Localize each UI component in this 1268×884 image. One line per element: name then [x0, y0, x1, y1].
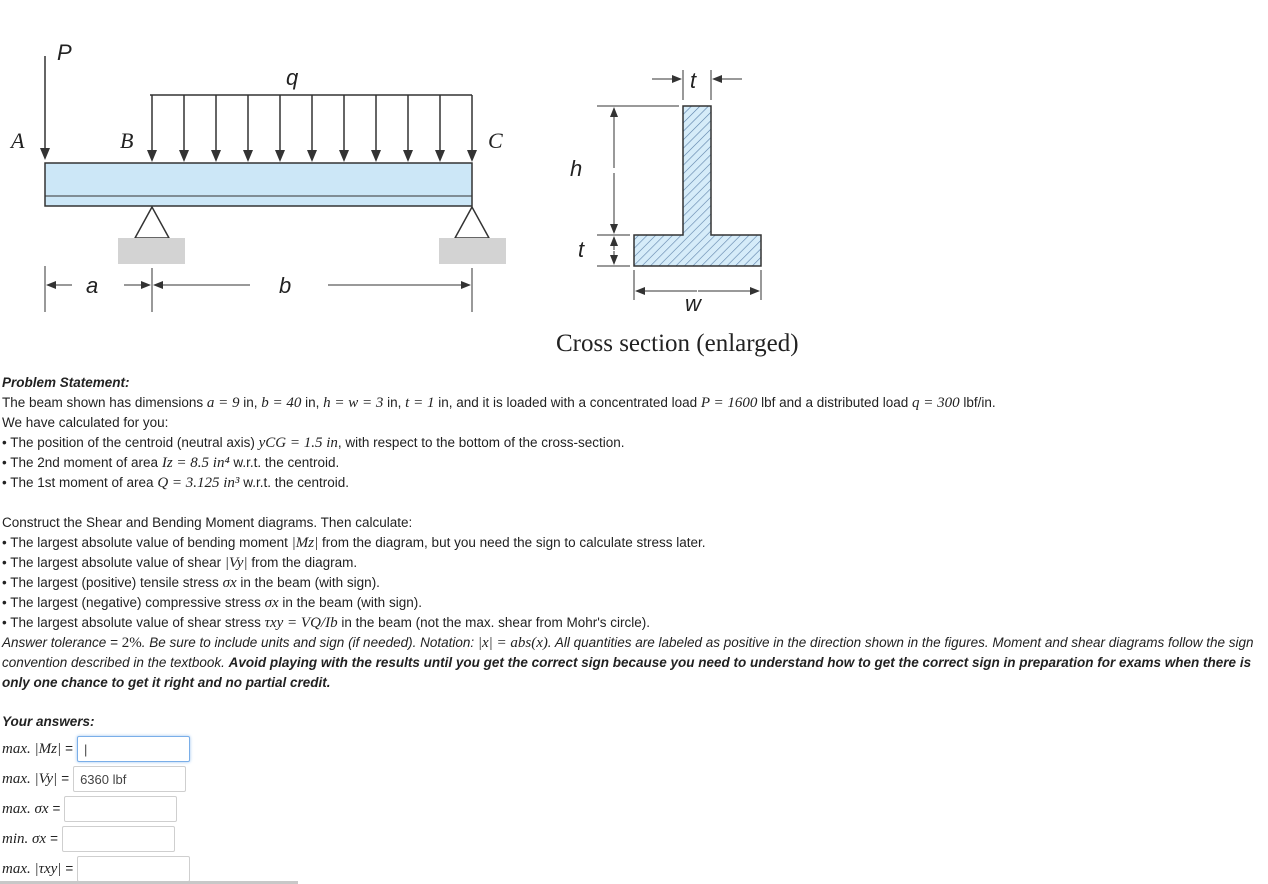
line1-math-a: a = 9: [206, 395, 240, 411]
label-p: P: [57, 40, 72, 65]
answer-label-min-stress-text: min. σx: [2, 830, 47, 847]
answer-input-shear-stress[interactable]: [77, 856, 190, 882]
support-b-triangle: [135, 207, 169, 238]
beam-diagram: [0, 8, 838, 358]
task-4-math: τxy = VQ/Ib: [264, 615, 338, 631]
beam-figure: [0, 8, 838, 358]
label-h: h: [570, 156, 583, 181]
answer-input-moment[interactable]: [77, 736, 190, 762]
answer-row-shear-stress: [2, 854, 190, 884]
answer-label-moment: max. |Mz| =: [2, 740, 73, 757]
q-arrow-head-icon: [307, 150, 317, 162]
label-b-point: B: [120, 128, 134, 153]
answer-row-shear: [2, 764, 186, 794]
problem-heading: Problem Statement:: [2, 375, 130, 390]
answer-label-shear-stress-text: max. |τxy|: [2, 860, 62, 877]
support-c-triangle: [455, 207, 489, 238]
line1-text-5: in, and it is loaded with a concentrated load: [434, 395, 701, 410]
label-c-point: C: [488, 128, 503, 153]
line1-text-4: in,: [383, 395, 406, 410]
line1-text-2: in,: [239, 395, 262, 410]
notation-math: |x| = abs(x): [477, 635, 548, 651]
line1-text-7: lbf/in.: [959, 395, 996, 410]
problem-text: [2, 373, 1266, 693]
answer-label-min-stress: min. σx =: [2, 830, 58, 847]
task-1-math: |Vy|: [224, 555, 248, 571]
label-q: q: [286, 65, 299, 90]
task-0-post: from the diagram, but you need the sign to calculate stress later.: [318, 535, 706, 550]
q-arrow-head-icon: [467, 150, 477, 162]
answer-label-shear-text: max. |Vy|: [2, 770, 58, 787]
bold-note: Avoid playing with the results until you get the correct sign because you need to understand how to get the correct sign in preparation for exams when there is only one chance to get it right and no partial credit.: [2, 655, 1252, 690]
line1-math-q: q = 300: [912, 395, 960, 411]
answers-heading: Your answers:: [2, 714, 95, 729]
task-4-post: in the beam (not the max. shear from Mohr's circle).: [337, 615, 651, 630]
q-arrow-head-icon: [275, 150, 285, 162]
calc-item-first-moment: [2, 473, 1266, 493]
tolerance-pre: Answer tolerance =: [2, 635, 122, 650]
task-1-pre: • The largest absolute value of shear: [2, 555, 225, 570]
line1-text-6: lbf and a distributed load: [757, 395, 913, 410]
notation-post: . All quantities are labeled as positive in the direction shown in the figures. Moment and shear diagrams follow the sign convention described in the textbook.: [2, 635, 1254, 670]
calc-1-post: w.r.t. the centroid.: [229, 455, 340, 470]
tolerance-value: 2%: [121, 635, 142, 651]
answer-label-max-stress-text: max. σx: [2, 800, 49, 817]
distributed-load-arrows: [147, 95, 477, 162]
tolerance-post: . Be sure to include units and sign (if needed). Notation:: [141, 635, 478, 650]
line1-text-3: in,: [301, 395, 324, 410]
cross-section-shape: [634, 106, 761, 266]
calc-2-math: Q = 3.125 in³: [157, 475, 240, 491]
task-3-pre: • The largest (negative) compressive stress: [2, 595, 265, 610]
task-0-math: |Mz|: [291, 535, 319, 551]
q-arrow-head-icon: [211, 150, 221, 162]
answer-label-shear-stress: max. |τxy| =: [2, 860, 74, 877]
calc-0-math: yCG = 1.5 in: [258, 435, 338, 451]
q-arrow-head-icon: [147, 150, 157, 162]
load-p-arrow-icon: [40, 148, 50, 160]
label-w: w: [685, 291, 701, 316]
line1-text-1: The beam shown has dimensions: [2, 395, 207, 410]
beam: [45, 163, 472, 206]
answer-row-max-stress: [2, 794, 177, 824]
answer-label-max-stress: max. σx =: [2, 800, 61, 817]
line1-math-hw: h = w = 3: [323, 395, 384, 411]
calc-2-post: w.r.t. the centroid.: [239, 475, 349, 490]
figure-caption: Cross section (enlarged): [556, 330, 799, 357]
calc-0-post: , with respect to the bottom of the cross-section.: [337, 435, 625, 450]
line1-math-p: P = 1600: [700, 395, 758, 411]
task-4-pre: • The largest absolute value of shear stress: [2, 615, 265, 630]
answer-label-moment-text: max. |Mz|: [2, 740, 62, 757]
answer-row-moment: [2, 734, 190, 764]
task-compressive: [2, 593, 1266, 613]
task-shear: [2, 553, 1266, 573]
answer-row-min-stress: [2, 824, 175, 854]
label-t-side: t: [578, 237, 585, 262]
label-dim-b: b: [279, 273, 292, 298]
calc-1-math: Iz = 8.5 in⁴: [161, 455, 230, 471]
construct-text: Construct the Shear and Bending Moment diagrams. Then calculate:: [2, 515, 413, 530]
calc-intro: We have calculated for you:: [2, 415, 169, 430]
q-arrow-head-icon: [435, 150, 445, 162]
task-1-post: from the diagram.: [247, 555, 358, 570]
answer-label-shear: max. |Vy| =: [2, 770, 70, 787]
task-shear-stress: [2, 613, 1266, 633]
task-moment: [2, 533, 1266, 553]
label-t-top: t: [690, 68, 697, 93]
calc-item-centroid: [2, 433, 1266, 453]
q-arrow-head-icon: [179, 150, 189, 162]
calc-1-pre: • The 2nd moment of area: [2, 455, 162, 470]
label-a-point: A: [11, 128, 25, 153]
tolerance-note: [2, 633, 1266, 693]
label-dim-a: a: [86, 273, 99, 298]
calc-0-pre: • The position of the centroid (neutral axis): [2, 435, 259, 450]
line1-math-t: t = 1: [405, 395, 435, 411]
q-arrow-head-icon: [339, 150, 349, 162]
task-2-post: in the beam (with sign).: [236, 575, 380, 590]
q-arrow-head-icon: [403, 150, 413, 162]
task-0-pre: • The largest absolute value of bending moment: [2, 535, 292, 550]
support-b-ground: [118, 238, 185, 264]
line1-math-b: b = 40: [261, 395, 302, 411]
problem-line1: [2, 393, 1266, 413]
calc-item-moment-of-area: [2, 453, 1266, 473]
answer-input-max-stress[interactable]: [64, 796, 177, 822]
answer-input-min-stress[interactable]: [62, 826, 175, 852]
task-2-math: σx: [222, 575, 237, 591]
task-3-post: in the beam (with sign).: [278, 595, 422, 610]
task-3-math: σx: [264, 595, 279, 611]
support-c-ground: [439, 238, 506, 264]
q-arrow-head-icon: [371, 150, 381, 162]
task-2-pre: • The largest (positive) tensile stress: [2, 575, 223, 590]
task-tensile: [2, 573, 1266, 593]
answer-input-shear[interactable]: [73, 766, 186, 792]
calc-2-pre: • The 1st moment of area: [2, 475, 158, 490]
q-arrow-head-icon: [243, 150, 253, 162]
